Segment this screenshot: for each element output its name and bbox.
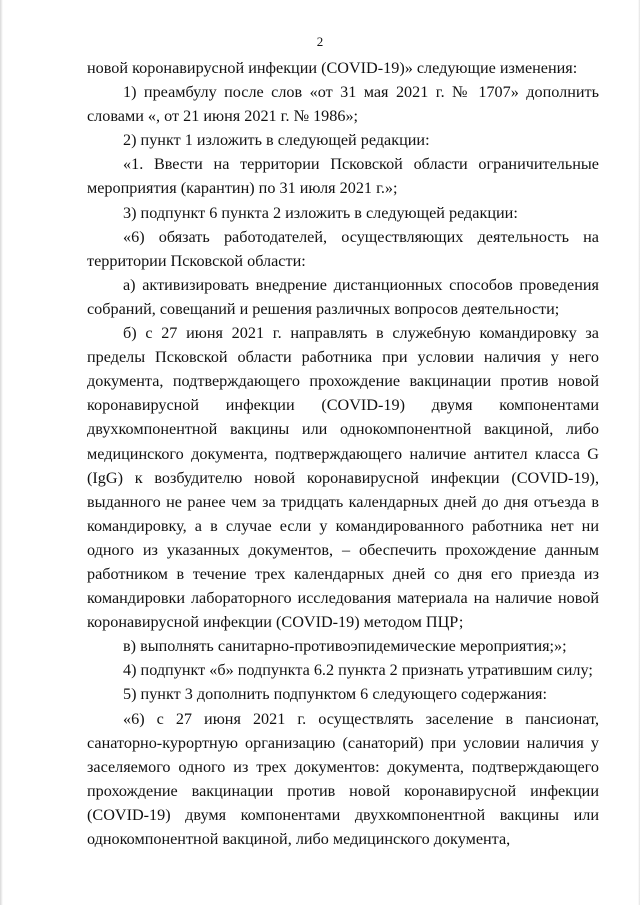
paragraph-item-2: 2) пункт 1 изложить в следующей редакции: [123, 131, 430, 150]
paragraph-continuation: новой коронавирусной инфекции (COVID-19)» следующие изменения: [87, 59, 578, 77]
paragraph-item-5-text: «6) с 27 июня 2021 г. осуществлять заселение в пансионат, санаторно-курортную организацию (санаторий) при условии наличия у заселяемого одного из трех документов: документа, подтверждающего прохождение вакцинации против новой коронавирусной инфекции (COVID-19) двумя компонентами двухкомпонентной вакцины или однокомпонентной вакциной, либо медицинского документа, [87, 709, 599, 848]
document-body [87, 56, 599, 851]
paragraph-item-5: 5) пункт 3 дополнить подпунктом 6 следующего содержания: [123, 685, 547, 704]
paragraph-item-2-text: «1. Ввести на территории Псковской области ограничительные мероприятия (карантин) по 31 июля 2021 г.»; [87, 155, 599, 198]
paragraph-subitem-v: в) выполнять санитарно-противоэпидемические мероприятия;»; [123, 637, 567, 656]
paragraph-item-1: 1) преамбулу после слов «от 31 мая 2021 г. № 1707» дополнить словами «, от 21 июня 2021 г. № 1986»; [87, 83, 599, 126]
paragraph-subitem-a: а) активизировать внедрение дистанционных способов проведения собраний, совещаний и решения различных вопросов деятельности; [87, 275, 599, 318]
paragraph-subitem-b: б) с 27 июня 2021 г. направлять в служебную командировку за пределы Псковской области работника при условии наличия у него документа, подтверждающего прохождение вакцинации против новой коронавирусной инфекции (COVID-19) двумя компонентами двухкомпонентной вакцины или однокомпонентной вакциной, либо медицинского документа, подтверждающего наличие антител класса G (IgG) к возбудителю новой коронавирусной инфекции (COVID-19), выданного не ранее чем за тридцать календарных дней до дня отъезда в командировку, а в случае если у командированного работника нет ни одного из указанных документов, – обеспечить прохождение данным работником в течение трех календарных дней со дня его приезда из командировки лабораторного исследования материала на наличие новой коронавирусной инфекции (COVID-19) методом ПЦР; [87, 324, 599, 632]
paragraph-item-3: 3) подпункт 6 пункта 2 изложить в следующей редакции: [123, 203, 518, 222]
paragraph-item-4: 4) подпункт «б» подпункта 6.2 пункта 2 признать утратившим силу; [123, 661, 593, 680]
paragraph-item-3-text: «6) обязать работодателей, осуществляющих деятельность на территории Псковской области: [87, 227, 599, 270]
page-number: 2 [316, 34, 324, 49]
scan-edge-left [0, 0, 3, 905]
